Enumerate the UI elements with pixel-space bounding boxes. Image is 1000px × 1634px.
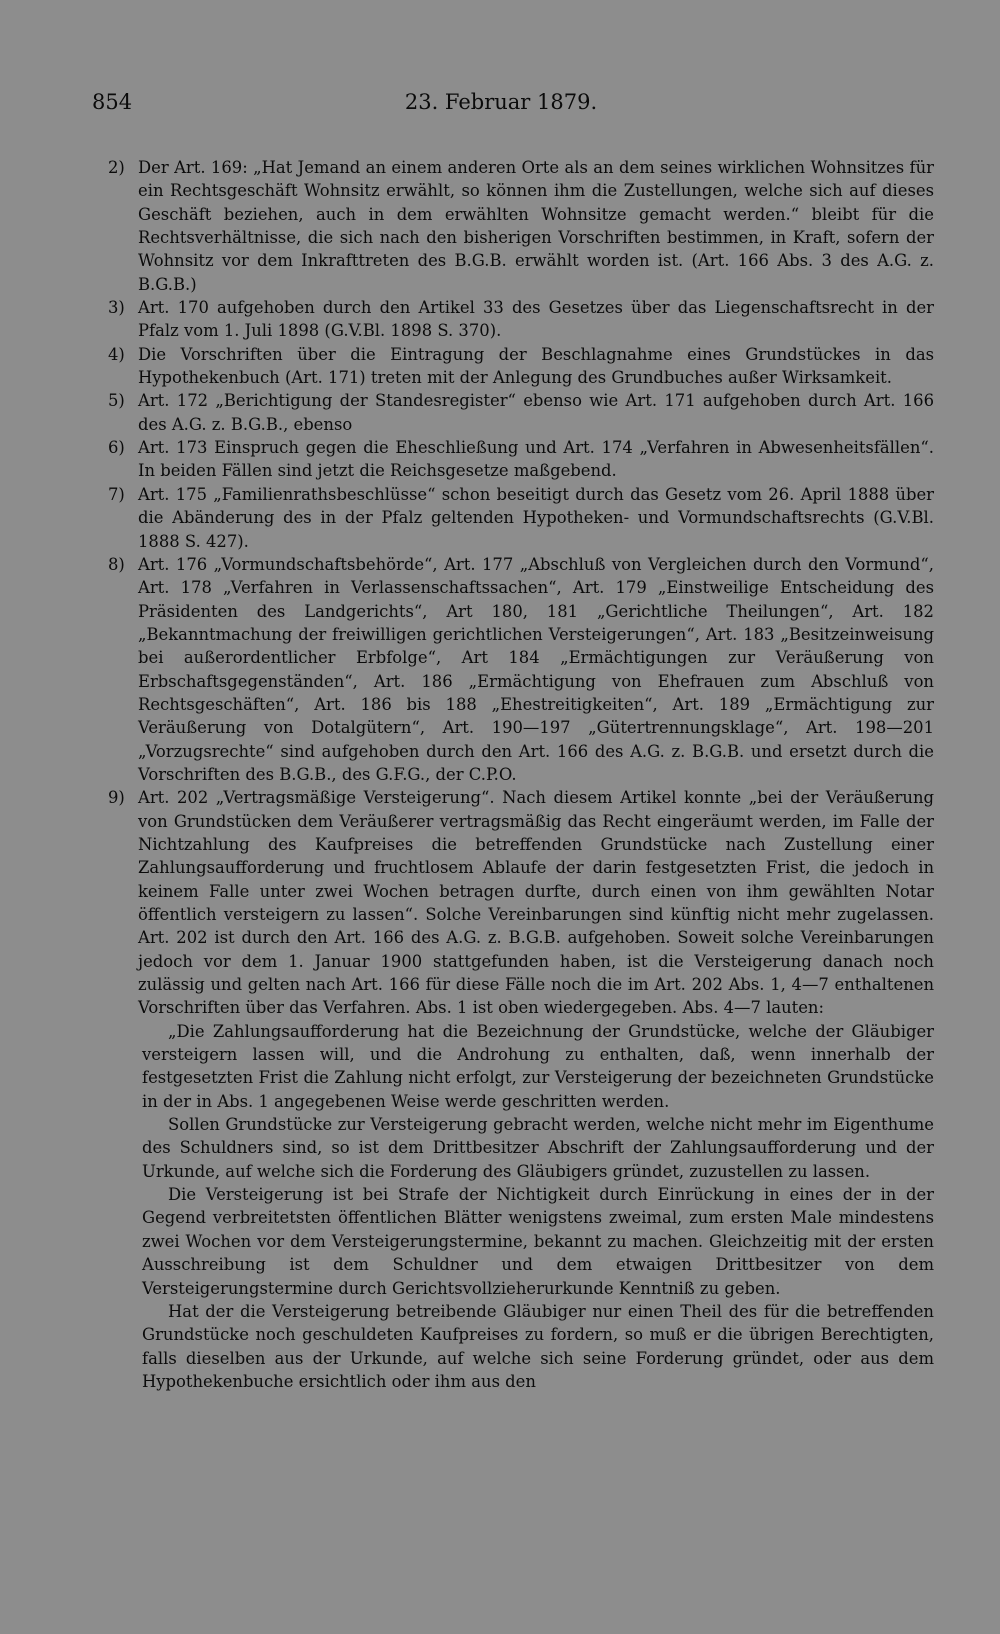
list-item: [108, 156, 934, 296]
quote-paragraph: Sollen Grundstücke zur Versteigerung gebracht werden, welche nicht mehr im Eigenthume des Schuldners sind, so ist dem Drittbesitzer Abschrift der Zahlungsaufforderung und der Urkunde, auf welche sich die Forderung des Gläubigers gründet, zuzustellen zu lassen.: [142, 1115, 934, 1181]
list-item: [108, 436, 934, 483]
quoted-provisions: [142, 1020, 934, 1394]
item-text: Art. 173 Einspruch gegen die Eheschließung und Art. 174 „Verfahren in Abwesenheitsfällen“. In beiden Fällen sind jetzt die Reichsgesetze maßgebend.: [138, 438, 934, 481]
item-text: Die Vorschriften über die Eintragung der Beschlagnahme eines Grundstückes in das Hypothekenbuch (Art. 171) treten mit der Anlegung des Grundbuches außer Wirksamkeit.: [138, 344, 934, 388]
item-text: Art. 202 „Vertragsmäßige Versteigerung“. Nach diesem Artikel konnte „bei der Veräußerung von Grundstücken dem Veräußerer vertragsmäßig das Recht eingeräumt werden, im Falle der Nichtzahlung des Kaufpreises die betreffenden Grundstücke nach Zustellung einer Zahlungsaufforderung und fruchtlosem Ablaufe der darin festgesetzten Frist, die jedoch in keinem Falle unter zwei Wochen betragen durfte, durch einen von ihm gewählten Notar öffentlich versteigern zu lassen“. Solche Vereinbarungen sind künftig nicht mehr zugelassen. Art. 202 ist durch den Art. 166 des A.G. z. B.G.B. aufgehoben. Soweit solche Vereinbarungen jedoch vor dem 1. Januar 1900 stattgefunden haben, ist die Versteigerung danach noch zulässig und gelten nach Art. 166 für diese Fälle noch die im Art. 202 Abs. 1, 4—7 enthaltenen Vorschriften über das Verfahren. Abs. 1 ist oben wiedergegeben. Abs. 4—7 lauten:: [138, 788, 934, 1018]
quote-paragraph: Hat der die Versteigerung betreibende Gläubiger nur einen Theil des für die betreffenden Grundstücke noch geschuldeten Kaufpreises zu fordern, so muß er die übrigen Berechtigten, falls dieselben aus der Urkunde, auf welche sich seine Forderung gründet, oder aus dem Hypothekenbuche ersichtlich oder ihm aus den: [142, 1301, 934, 1391]
item-text: Art. 176 „Vormundschaftsbehörde“, Art. 177 „Abschluß von Vergleichen durch den Vormund“, Art. 178 „Verfahren in Verlassenschaftssachen“, Art. 179 „Einstweilige Entscheidung des Präsidenten des Landgerichts“, Art 180, 181 „Gerichtliche Theilungen“, Art. 182 „Bekanntmachung der freiwilligen gerichtlichen Versteigerungen“, Art. 183 „Besitzeinweisung bei außerordentlicher Erbfolge“, Art 184 „Ermächtigungen zur Veräußerung von Erbschaftsgegenständen“, Art. 186 „Ermächtigung von Ehefrauen zum Abschluß von Rechtsgeschäften“, Art. 186 bis 188 „Ehestreitigkeiten“, Art. 189 „Ermächtigung zur Veräußerung von Dotalgütern“, Art. 190—197 „Gütertrennungsklage“, Art. 198—201 „Vorzugsrechte“ sind aufgehoben durch den Art. 166 des A.G. z. B.G.B. und ersetzt durch die Vorschriften des B.G.B., des G.F.G., der C.P.O.: [138, 554, 934, 784]
item-number: 3): [108, 298, 125, 318]
list-item: [108, 553, 934, 786]
item-number: 9): [108, 788, 125, 808]
item-text: Der Art. 169: „Hat Jemand an einem anderen Orte als an dem seines wirklichen Wohnsitzes für ein Rechtsgeschäft Wohnsitz erwählt, so können ihm die Zustellungen, welche sich auf dieses Geschäft beziehen, auch in dem erwählten Wohnsitze gemacht werden.“ bleibt für die Rechtsverhältnisse, die sich nach den bisherigen Vorschriften bestimmen, in Kraft, sofern der Wohnsitz vor dem Inkrafttreten des B.G.B. erwählt worden ist. (Art. 166 Abs. 3 des A.G. z. B.G.B.): [138, 158, 934, 294]
page-body: [108, 156, 934, 1393]
item-number: 4): [108, 344, 125, 364]
list-item: [108, 786, 934, 1019]
quote-paragraph: Die Versteigerung ist bei Strafe der Nichtigkeit durch Einrückung in eines der in der Gegend verbreitetsten öffentlichen Blätter wenigstens zweimal, zum ersten Male mindestens zwei Wochen vor dem Versteigerungstermine, bekannt zu machen. Gleichzeitig mit der ersten Ausschreibung ist dem Schuldner und dem etwaigen Drittbesitzer von dem Versteigerungstermine durch Gerichtsvollzieherurkunde Kenntniß zu geben.: [142, 1185, 934, 1298]
item-number: 6): [108, 438, 125, 458]
page-date: 23. Februar 1879.: [404, 90, 598, 114]
item-text: Art. 170 aufgehoben durch den Artikel 33 des Gesetzes über das Liegenschaftsrecht in der Pfalz vom 1. Juli 1898 (G.V.Bl. 1898 S. 370).: [138, 298, 934, 341]
item-text: Art. 172 „Berichtigung der Standesregister“ ebenso wie Art. 171 aufgehoben durch Art. 166 des A.G. z. B.G.B., ebenso: [138, 391, 934, 434]
list-item: [108, 343, 934, 390]
list-item: [108, 483, 934, 553]
item-number: 8): [108, 554, 125, 574]
quote-paragraph: „Die Zahlungsaufforderung hat die Bezeichnung der Grundstücke, welche der Gläubiger versteigern lassen will, und die Androhung zu enthalten, daß, wenn innerhalb der festgesetzten Frist die Zahlung nicht erfolgt, zur Versteigerung der bezeichneten Grundstücke in der in Abs. 1 angegebenen Weise werde geschritten werden.: [142, 1021, 934, 1111]
list-item: [108, 389, 934, 436]
item-number: 7): [108, 484, 125, 504]
item-number: 2): [108, 158, 125, 177]
page-number: 854: [92, 90, 133, 114]
item-text: Art. 175 „Familienrathsbeschlüsse“ schon beseitigt durch das Gesetz vom 26. April 1888 über die Abänderung des in der Pfalz geltenden Hypotheken- und Vormundschaftsrechts (G.V.Bl. 1888 S. 427).: [138, 484, 934, 551]
page-header: [92, 90, 910, 130]
list-item: [108, 296, 934, 343]
item-number: 5): [108, 391, 125, 411]
